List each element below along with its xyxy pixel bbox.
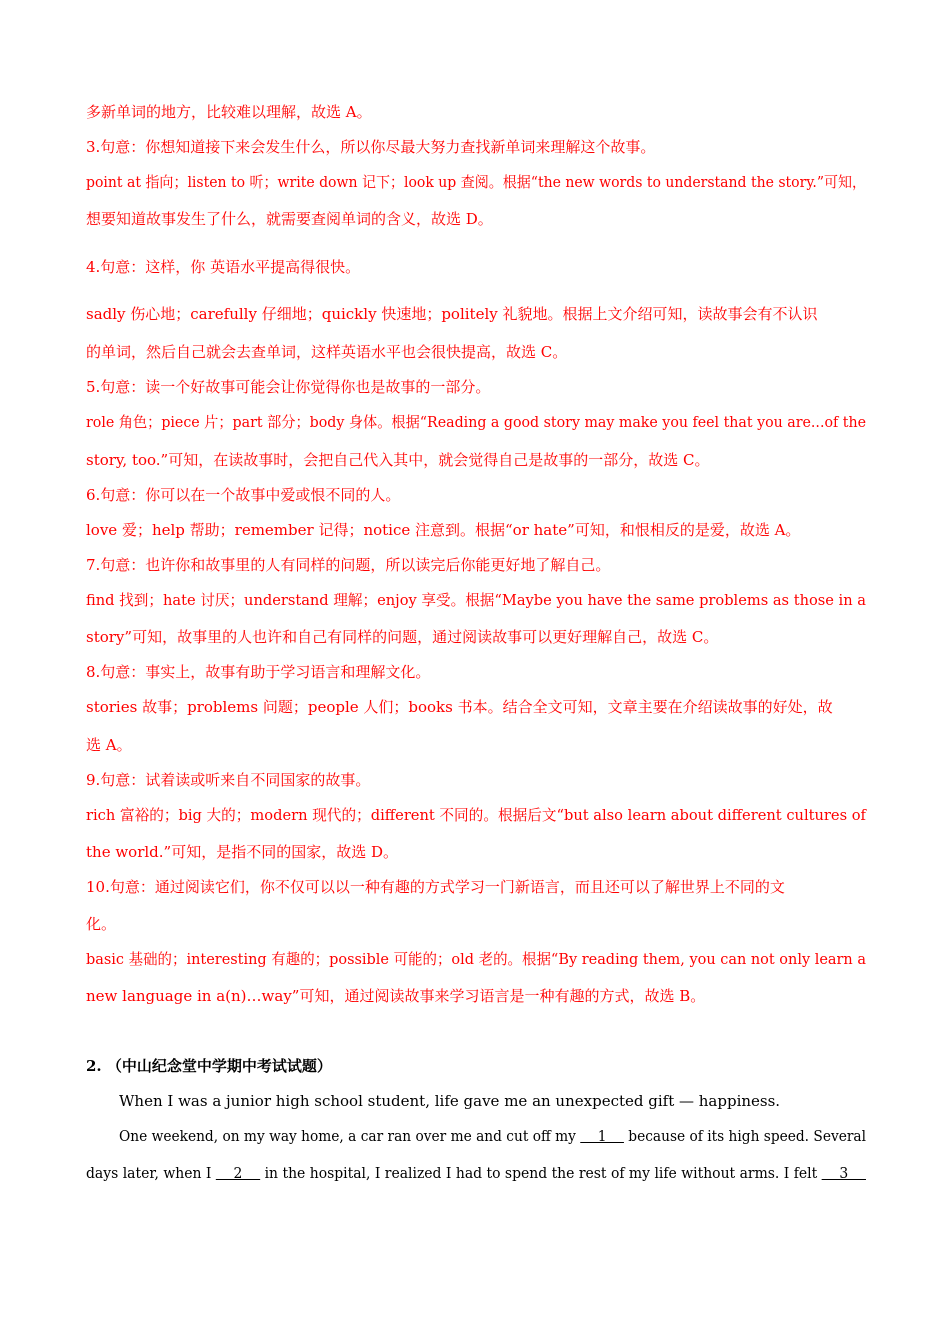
blank-1: 1 — [580, 1127, 624, 1145]
passage-text: days later, when I — [86, 1164, 216, 1182]
answer-line-11: 6.句意：你可以在一个故事中爱或恨不同的人。 — [86, 486, 401, 504]
answer-line-23: 化。 — [86, 915, 117, 933]
passage-text: because of its high speed. Several — [623, 1127, 866, 1145]
answer-line-3: point at 指向；listen to 听；write down 记下；look up 查阅。根据“the new words to understand the story.”可知， — [86, 173, 867, 191]
blank-2: 2 — [215, 1164, 261, 1182]
answer-line-25: new language in a(n)…way”可知，通过阅读故事来学习语言是一种有趣的方式，故选 B。 — [86, 987, 706, 1005]
answer-line-17: stories 故事；problems 问题；people 人们；books 书本。结合全文可知，文章主要在介绍读故事的好处，故 — [86, 698, 833, 716]
answer-line-2: 3.句意：你想知道接下来会发生什么，所以你尽最大努力查找新单词来理解这个故事。 — [86, 138, 656, 156]
answer-line-16: 8.句意：事实上，故事有助于学习语言和理解文化。 — [86, 663, 431, 681]
answer-line-20: rich 富裕的；big 大的；modern 现代的；different 不同的。根据后文“but also learn about different cultures of — [86, 806, 866, 824]
answer-line-8: 5.句意：读一个好故事可能会让你觉得你也是故事的一部分。 — [86, 378, 491, 396]
answer-line-12: love 爱；help 帮助；remember 记得；notice 注意到。根据“or hate”可知，和恨相反的是爱，故选 A。 — [86, 521, 801, 539]
answer-line-6: sadly 伤心地；carefully 仔细地；quickly 快速地；politely 礼貌地。根据上文介绍可知，读故事会有不认识 — [86, 305, 818, 323]
answer-line-1: 多新单词的地方，比较难以理解，故选 A。 — [86, 103, 372, 121]
answer-line-10: story, too.”可知，在读故事时，会把自己代入其中，就会觉得自己是故事的一部分，故选 C。 — [86, 451, 710, 469]
answer-line-19: 9.句意：试着读或听来自不同国家的故事。 — [86, 771, 371, 789]
blank-3: 3 — [821, 1164, 866, 1182]
passage-text: in the hospital, I realized I had to spend the rest of my life without arms. I felt — [260, 1164, 822, 1182]
passage-line-2 — [119, 1126, 866, 1146]
answer-line-4: 想要知道故事发生了什么，就需要查阅单词的含义，故选 D。 — [86, 210, 493, 228]
question-2-heading: 2. （中山纪念堂中学期中考试试题） — [86, 1057, 332, 1075]
answer-line-18: 选 A。 — [86, 736, 132, 754]
answer-line-24: basic 基础的；interesting 有趣的；possible 可能的；old 老的。根据“By reading them, you can not only learn a — [86, 950, 866, 968]
answer-line-14: find 找到；hate 讨厌；understand 理解；enjoy 享受。根据“Maybe you have the same problems as those in a — [86, 591, 866, 609]
answer-line-5: 4.句意：这样，你 英语水平提高得很快。 — [86, 258, 361, 276]
answer-line-13: 7.句意：也许你和故事里的人有同样的问题，所以读完后你能更好地了解自己。 — [86, 556, 611, 574]
answer-line-15: story”可知，故事里的人也许和自己有同样的问题，通过阅读故事可以更好理解自己，故选 C。 — [86, 628, 719, 646]
answer-line-22: 10.句意：通过阅读它们，你不仅可以以一种有趣的方式学习一门新语言，而且还可以了解世界上不同的文 — [86, 878, 785, 896]
answer-line-9: role 角色；piece 片；part 部分；body 身体。根据“Reading a good story may make you feel that you are...of the — [86, 413, 866, 431]
answer-line-7: 的单词，然后自己就会去查单词，这样英语水平也会很快提高，故选 C。 — [86, 343, 568, 361]
passage-line-3 — [86, 1163, 866, 1183]
passage-paragraph-1: When I was a junior high school student, life gave me an unexpected gift — happiness. — [119, 1092, 781, 1110]
passage-text: One weekend, on my way home, a car ran over me and cut off my — [119, 1127, 581, 1145]
answer-line-21: the world.”可知，是指不同的国家，故选 D。 — [86, 843, 399, 861]
